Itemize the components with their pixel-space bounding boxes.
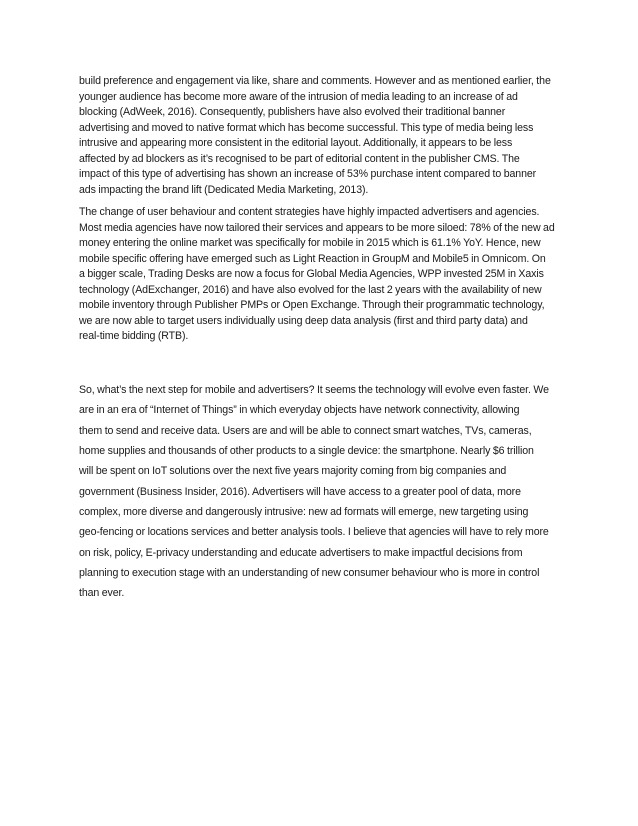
text-line: complex, more diverse and dangerously intrusive: new ad formats will emerge, new targeting using (79, 506, 529, 519)
text-line: blocking (AdWeek, 2016). Consequently, publishers have also evolved their traditional banner (79, 106, 506, 119)
text-line: a bigger scale, Trading Desks are now a focus for Global Media Agencies, WPP invested 25M in Xaxis (79, 268, 544, 281)
text-line: mobile inventory through Publisher PMPs or Open Exchange. Through their programmatic technology, (79, 299, 545, 312)
text-line: intrusive and appearing more consistent in the editorial layout. Additionally, it appears to be less (79, 137, 513, 150)
text-line: will be spent on IoT solutions over the next five years majority coming from big companies and (79, 465, 507, 478)
text-line: younger audience has become more aware of the intrusion of media leading to an increase of ad (79, 90, 518, 103)
text-line: on risk, policy, E-privacy understanding and educate advertisers to make impactful decisions from (79, 546, 523, 559)
paragraph-next-step (79, 380, 571, 604)
paragraph-native-advertising (79, 74, 571, 198)
text-line: them to send and receive data. Users are and will be able to connect smart watches, TVs, cameras, (79, 424, 532, 437)
paragraph-agencies (79, 205, 571, 345)
text-line: planning to execution stage with an understanding of new consumer behaviour who is more in control (79, 567, 540, 580)
text-line: mobile specific offering have emerged such as Light Reaction in GroupM and Mobile5 in Omnicom. On (79, 252, 546, 265)
text-line: government (Business Insider, 2016). Advertisers will have access to a greater pool of data, more (79, 485, 521, 498)
text-line: home supplies and thousands of other products to a single device: the smartphone. Nearly $6 trillion (79, 445, 534, 458)
text-line: impact of this type of advertising has shown an increase of 53% purchase intent compared to banner (79, 168, 537, 181)
text-line: ads impacting the brand lift (Dedicated Media Marketing, 2013). (79, 183, 369, 196)
text-line: than ever. (79, 587, 125, 600)
text-line: money entering the online market was specifically for mobile in 2015 which is 61.1% YoY. Hence, new (79, 237, 541, 250)
text-line: So, what’s the next step for mobile and advertisers? It seems the technology will evolve even faster. We (79, 384, 549, 396)
text-line: real-time bidding (RTB). (79, 330, 189, 343)
text-line: we are now able to target users individually using deep data analysis (first and third party data) and (79, 314, 528, 327)
text-line: advertising and moved to native format which has become successful. This type of media being less (79, 121, 534, 134)
text-line: are in an era of “Internet of Things” in which everyday objects have network connectivity, allowing (79, 404, 520, 417)
text-line: technology (AdExchanger, 2016) and have also evolved for the last 2 years with the availability of new (79, 283, 542, 296)
text-line: The change of user behaviour and content strategies have highly impacted advertisers and agencies. (79, 206, 540, 218)
text-line: build preference and engagement via like, share and comments. However and as mentioned earlier, the (79, 75, 551, 87)
text-line: Most media agencies have now tailored their services and appears to be more siloed: 78% of the new ad (79, 221, 555, 234)
text-line: affected by ad blockers as it’s recognised to be part of editorial content in the publisher CMS. The (79, 152, 520, 165)
text-line: geo-fencing or locations services and better analysis tools. I believe that agencies will have to rely more (79, 526, 549, 539)
